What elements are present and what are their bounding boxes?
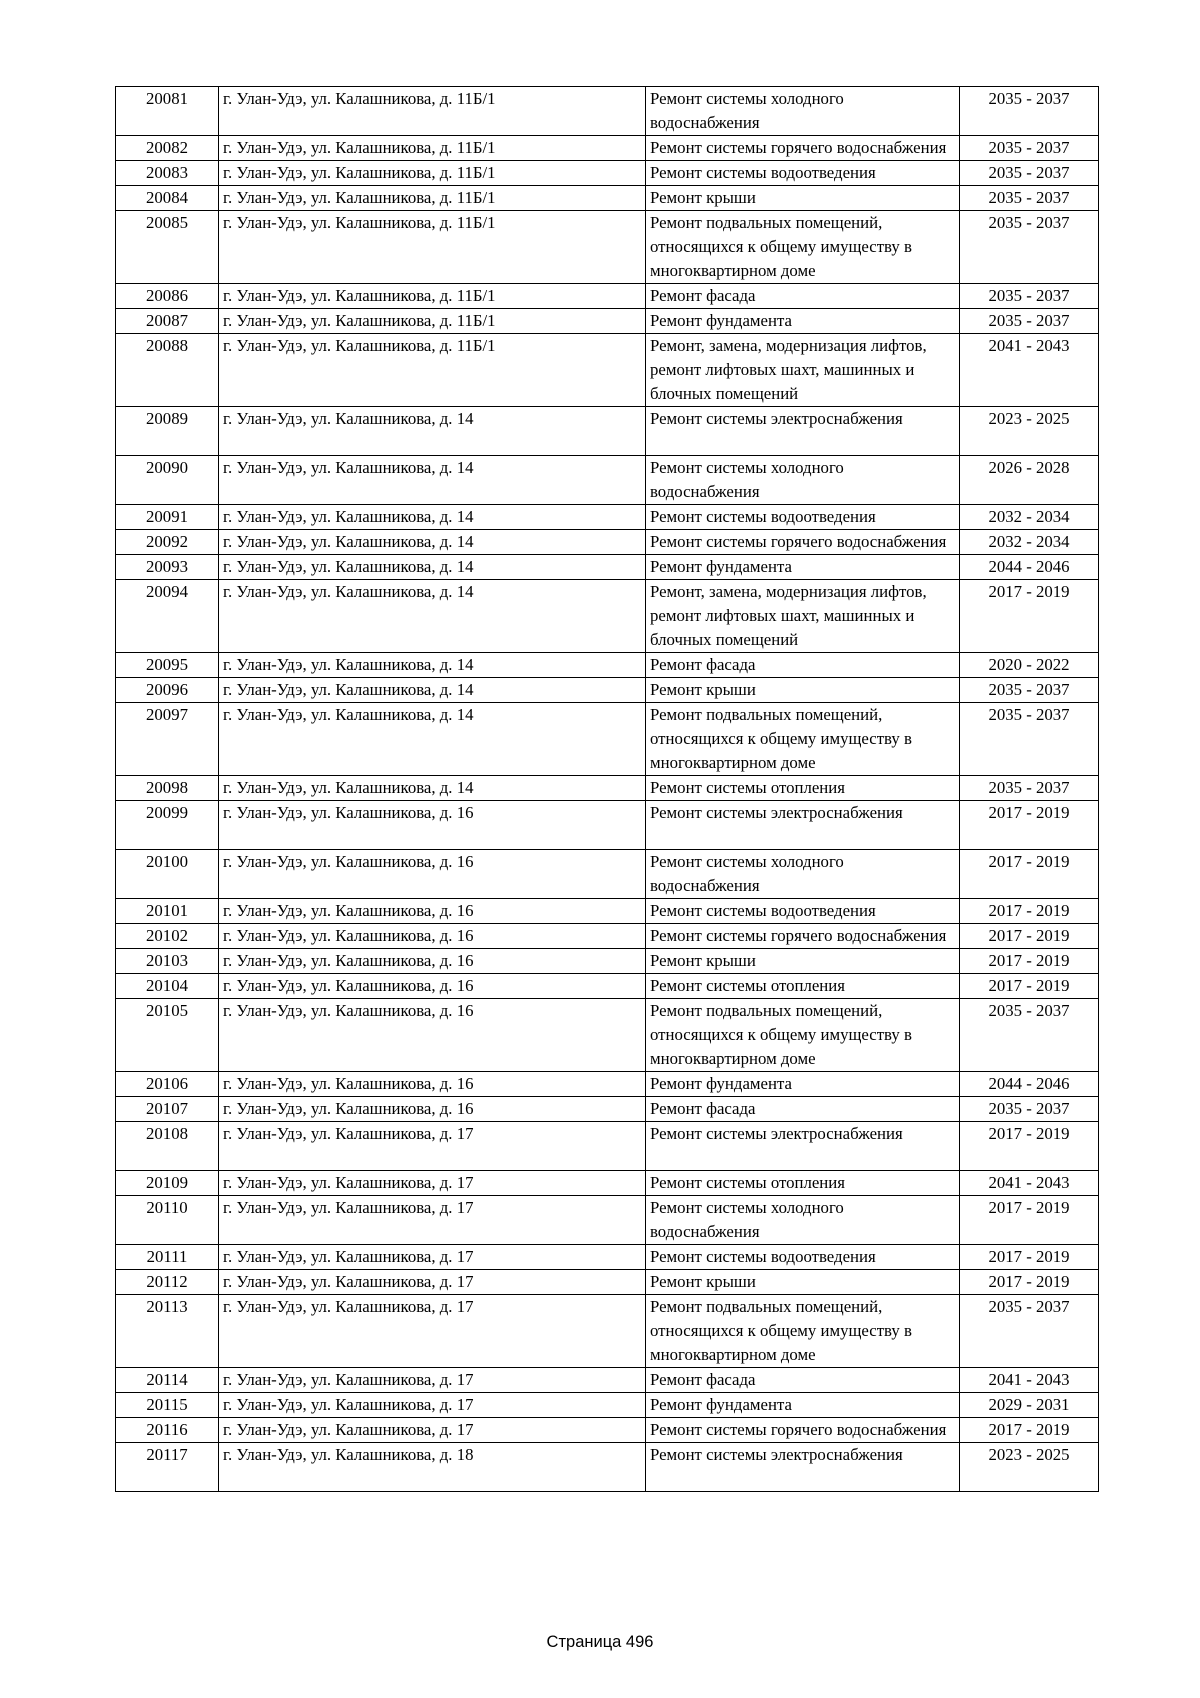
address-cell: г. Улан-Удэ, ул. Калашникова, д. 14	[219, 580, 646, 653]
period-cell: 2017 - 2019	[960, 924, 1099, 949]
work-type-cell: Ремонт, замена, модернизация лифтов, ремонт лифтовых шахт, машинных и блочных помещений	[646, 334, 960, 407]
work-type-cell: Ремонт подвальных помещений, относящихся к общему имуществу в многоквартирном доме	[646, 1295, 960, 1368]
table-row	[116, 1122, 1099, 1171]
work-type-cell: Ремонт системы холодного водоснабжения	[646, 1196, 960, 1245]
row-number-cell: 20097	[116, 703, 219, 776]
period-cell: 2035 - 2037	[960, 999, 1099, 1072]
work-type-cell: Ремонт крыши	[646, 1270, 960, 1295]
address-cell: г. Улан-Удэ, ул. Калашникова, д. 11Б/1	[219, 136, 646, 161]
work-type-cell: Ремонт фасада	[646, 653, 960, 678]
table-row	[116, 87, 1099, 136]
work-type-cell: Ремонт подвальных помещений, относящихся к общему имуществу в многоквартирном доме	[646, 211, 960, 284]
period-cell: 2017 - 2019	[960, 899, 1099, 924]
address-cell: г. Улан-Удэ, ул. Калашникова, д. 14	[219, 530, 646, 555]
address-cell: г. Улан-Удэ, ул. Калашникова, д. 14	[219, 703, 646, 776]
address-cell: г. Улан-Удэ, ул. Калашникова, д. 17	[219, 1295, 646, 1368]
table-row	[116, 1418, 1099, 1443]
period-cell: 2035 - 2037	[960, 703, 1099, 776]
period-cell: 2017 - 2019	[960, 949, 1099, 974]
period-cell: 2035 - 2037	[960, 678, 1099, 703]
table-row	[116, 1368, 1099, 1393]
table-row	[116, 949, 1099, 974]
row-number-cell: 20115	[116, 1393, 219, 1418]
address-cell: г. Улан-Удэ, ул. Калашникова, д. 17	[219, 1418, 646, 1443]
row-number-cell: 20090	[116, 456, 219, 505]
address-cell: г. Улан-Удэ, ул. Калашникова, д. 17	[219, 1393, 646, 1418]
table-row	[116, 1196, 1099, 1245]
table-row	[116, 407, 1099, 456]
table-row	[116, 505, 1099, 530]
work-type-cell: Ремонт фундамента	[646, 1393, 960, 1418]
table-row	[116, 1270, 1099, 1295]
work-type-cell: Ремонт системы горячего водоснабжения	[646, 530, 960, 555]
period-cell: 2035 - 2037	[960, 136, 1099, 161]
row-number-cell: 20117	[116, 1443, 219, 1492]
address-cell: г. Улан-Удэ, ул. Калашникова, д. 18	[219, 1443, 646, 1492]
work-type-cell: Ремонт крыши	[646, 678, 960, 703]
row-number-cell: 20112	[116, 1270, 219, 1295]
table-row	[116, 801, 1099, 850]
table-row	[116, 850, 1099, 899]
row-number-cell: 20081	[116, 87, 219, 136]
period-cell: 2032 - 2034	[960, 530, 1099, 555]
row-number-cell: 20107	[116, 1097, 219, 1122]
table-row	[116, 678, 1099, 703]
row-number-cell: 20102	[116, 924, 219, 949]
table-row	[116, 309, 1099, 334]
row-number-cell: 20095	[116, 653, 219, 678]
address-cell: г. Улан-Удэ, ул. Калашникова, д. 14	[219, 505, 646, 530]
address-cell: г. Улан-Удэ, ул. Калашникова, д. 17	[219, 1171, 646, 1196]
row-number-cell: 20104	[116, 974, 219, 999]
address-cell: г. Улан-Удэ, ул. Калашникова, д. 16	[219, 850, 646, 899]
address-cell: г. Улан-Удэ, ул. Калашникова, д. 14	[219, 776, 646, 801]
table-row	[116, 999, 1099, 1072]
period-cell: 2017 - 2019	[960, 1418, 1099, 1443]
address-cell: г. Улан-Удэ, ул. Калашникова, д. 16	[219, 801, 646, 850]
address-cell: г. Улан-Удэ, ул. Калашникова, д. 17	[219, 1196, 646, 1245]
work-type-cell: Ремонт, замена, модернизация лифтов, ремонт лифтовых шахт, машинных и блочных помещений	[646, 580, 960, 653]
work-type-cell: Ремонт системы водоотведения	[646, 1245, 960, 1270]
table-row	[116, 284, 1099, 309]
work-type-cell: Ремонт системы электроснабжения	[646, 1443, 960, 1492]
period-cell: 2044 - 2046	[960, 1072, 1099, 1097]
row-number-cell: 20113	[116, 1295, 219, 1368]
row-number-cell: 20108	[116, 1122, 219, 1171]
table-row	[116, 1393, 1099, 1418]
table-row	[116, 776, 1099, 801]
period-cell: 2017 - 2019	[960, 1270, 1099, 1295]
repair-schedule-table	[115, 86, 1099, 1492]
row-number-cell: 20082	[116, 136, 219, 161]
work-type-cell: Ремонт системы горячего водоснабжения	[646, 136, 960, 161]
table-row	[116, 1171, 1099, 1196]
row-number-cell: 20111	[116, 1245, 219, 1270]
work-type-cell: Ремонт системы горячего водоснабжения	[646, 1418, 960, 1443]
work-type-cell: Ремонт фасада	[646, 1097, 960, 1122]
work-type-cell: Ремонт фасада	[646, 284, 960, 309]
table-body	[116, 87, 1099, 1492]
row-number-cell: 20088	[116, 334, 219, 407]
address-cell: г. Улан-Удэ, ул. Калашникова, д. 16	[219, 899, 646, 924]
address-cell: г. Улан-Удэ, ул. Калашникова, д. 14	[219, 555, 646, 580]
row-number-cell: 20092	[116, 530, 219, 555]
work-type-cell: Ремонт системы электроснабжения	[646, 1122, 960, 1171]
table-row	[116, 899, 1099, 924]
address-cell: г. Улан-Удэ, ул. Калашникова, д. 11Б/1	[219, 161, 646, 186]
period-cell: 2041 - 2043	[960, 1171, 1099, 1196]
row-number-cell: 20089	[116, 407, 219, 456]
work-type-cell: Ремонт фундамента	[646, 309, 960, 334]
address-cell: г. Улан-Удэ, ул. Калашникова, д. 17	[219, 1122, 646, 1171]
address-cell: г. Улан-Удэ, ул. Калашникова, д. 11Б/1	[219, 186, 646, 211]
row-number-cell: 20100	[116, 850, 219, 899]
period-cell: 2035 - 2037	[960, 161, 1099, 186]
table-row	[116, 1245, 1099, 1270]
work-type-cell: Ремонт системы водоотведения	[646, 161, 960, 186]
table-row	[116, 653, 1099, 678]
period-cell: 2035 - 2037	[960, 284, 1099, 309]
row-number-cell: 20103	[116, 949, 219, 974]
row-number-cell: 20114	[116, 1368, 219, 1393]
work-type-cell: Ремонт подвальных помещений, относящихся к общему имуществу в многоквартирном доме	[646, 999, 960, 1072]
work-type-cell: Ремонт подвальных помещений, относящихся к общему имуществу в многоквартирном доме	[646, 703, 960, 776]
work-type-cell: Ремонт системы электроснабжения	[646, 407, 960, 456]
row-number-cell: 20096	[116, 678, 219, 703]
work-type-cell: Ремонт системы водоотведения	[646, 899, 960, 924]
period-cell: 2017 - 2019	[960, 1122, 1099, 1171]
period-cell: 2035 - 2037	[960, 309, 1099, 334]
work-type-cell: Ремонт системы горячего водоснабжения	[646, 924, 960, 949]
period-cell: 2035 - 2037	[960, 211, 1099, 284]
period-cell: 2035 - 2037	[960, 186, 1099, 211]
period-cell: 2044 - 2046	[960, 555, 1099, 580]
work-type-cell: Ремонт фундамента	[646, 555, 960, 580]
table-row	[116, 580, 1099, 653]
row-number-cell: 20109	[116, 1171, 219, 1196]
period-cell: 2017 - 2019	[960, 974, 1099, 999]
address-cell: г. Улан-Удэ, ул. Калашникова, д. 16	[219, 1097, 646, 1122]
work-type-cell: Ремонт системы водоотведения	[646, 505, 960, 530]
work-type-cell: Ремонт системы холодного водоснабжения	[646, 456, 960, 505]
address-cell: г. Улан-Удэ, ул. Калашникова, д. 17	[219, 1245, 646, 1270]
address-cell: г. Улан-Удэ, ул. Калашникова, д. 16	[219, 924, 646, 949]
address-cell: г. Улан-Удэ, ул. Калашникова, д. 14	[219, 678, 646, 703]
row-number-cell: 20116	[116, 1418, 219, 1443]
address-cell: г. Улан-Удэ, ул. Калашникова, д. 16	[219, 974, 646, 999]
row-number-cell: 20098	[116, 776, 219, 801]
period-cell: 2023 - 2025	[960, 1443, 1099, 1492]
row-number-cell: 20106	[116, 1072, 219, 1097]
work-type-cell: Ремонт системы отопления	[646, 974, 960, 999]
address-cell: г. Улан-Удэ, ул. Калашникова, д. 16	[219, 1072, 646, 1097]
period-cell: 2041 - 2043	[960, 1368, 1099, 1393]
work-type-cell: Ремонт системы электроснабжения	[646, 801, 960, 850]
row-number-cell: 20093	[116, 555, 219, 580]
address-cell: г. Улан-Удэ, ул. Калашникова, д. 16	[219, 999, 646, 1072]
work-type-cell: Ремонт системы отопления	[646, 1171, 960, 1196]
table-row	[116, 161, 1099, 186]
table-row	[116, 1295, 1099, 1368]
row-number-cell: 20110	[116, 1196, 219, 1245]
row-number-cell: 20099	[116, 801, 219, 850]
period-cell: 2035 - 2037	[960, 87, 1099, 136]
row-number-cell: 20101	[116, 899, 219, 924]
work-type-cell: Ремонт фундамента	[646, 1072, 960, 1097]
work-type-cell: Ремонт фасада	[646, 1368, 960, 1393]
address-cell: г. Улан-Удэ, ул. Калашникова, д. 11Б/1	[219, 334, 646, 407]
row-number-cell: 20091	[116, 505, 219, 530]
period-cell: 2035 - 2037	[960, 1097, 1099, 1122]
work-type-cell: Ремонт системы отопления	[646, 776, 960, 801]
period-cell: 2020 - 2022	[960, 653, 1099, 678]
table-row	[116, 456, 1099, 505]
work-type-cell: Ремонт системы холодного водоснабжения	[646, 87, 960, 136]
work-type-cell: Ремонт крыши	[646, 186, 960, 211]
row-number-cell: 20105	[116, 999, 219, 1072]
period-cell: 2017 - 2019	[960, 1245, 1099, 1270]
address-cell: г. Улан-Удэ, ул. Калашникова, д. 17	[219, 1270, 646, 1295]
period-cell: 2035 - 2037	[960, 1295, 1099, 1368]
row-number-cell: 20087	[116, 309, 219, 334]
table-row	[116, 924, 1099, 949]
row-number-cell: 20085	[116, 211, 219, 284]
table-row	[116, 186, 1099, 211]
address-cell: г. Улан-Удэ, ул. Калашникова, д. 14	[219, 653, 646, 678]
work-type-cell: Ремонт системы холодного водоснабжения	[646, 850, 960, 899]
table-row	[116, 703, 1099, 776]
period-cell: 2035 - 2037	[960, 776, 1099, 801]
row-number-cell: 20094	[116, 580, 219, 653]
table-row	[116, 334, 1099, 407]
address-cell: г. Улан-Удэ, ул. Калашникова, д. 17	[219, 1368, 646, 1393]
work-type-cell: Ремонт крыши	[646, 949, 960, 974]
address-cell: г. Улан-Удэ, ул. Калашникова, д. 14	[219, 407, 646, 456]
address-cell: г. Улан-Удэ, ул. Калашникова, д. 11Б/1	[219, 211, 646, 284]
table-row	[116, 136, 1099, 161]
period-cell: 2029 - 2031	[960, 1393, 1099, 1418]
period-cell: 2026 - 2028	[960, 456, 1099, 505]
row-number-cell: 20086	[116, 284, 219, 309]
address-cell: г. Улан-Удэ, ул. Калашникова, д. 16	[219, 949, 646, 974]
address-cell: г. Улан-Удэ, ул. Калашникова, д. 11Б/1	[219, 284, 646, 309]
period-cell: 2017 - 2019	[960, 1196, 1099, 1245]
row-number-cell: 20083	[116, 161, 219, 186]
address-cell: г. Улан-Удэ, ул. Калашникова, д. 11Б/1	[219, 309, 646, 334]
page-number: Страница 496	[546, 1633, 654, 1651]
period-cell: 2017 - 2019	[960, 580, 1099, 653]
address-cell: г. Улан-Удэ, ул. Калашникова, д. 11Б/1	[219, 87, 646, 136]
table-row	[116, 1443, 1099, 1492]
period-cell: 2041 - 2043	[960, 334, 1099, 407]
table-row	[116, 974, 1099, 999]
period-cell: 2023 - 2025	[960, 407, 1099, 456]
address-cell: г. Улан-Удэ, ул. Калашникова, д. 14	[219, 456, 646, 505]
period-cell: 2017 - 2019	[960, 850, 1099, 899]
table-row	[116, 1097, 1099, 1122]
table-row	[116, 555, 1099, 580]
table-row	[116, 211, 1099, 284]
row-number-cell: 20084	[116, 186, 219, 211]
table-row	[116, 530, 1099, 555]
period-cell: 2032 - 2034	[960, 505, 1099, 530]
table-row	[116, 1072, 1099, 1097]
period-cell: 2017 - 2019	[960, 801, 1099, 850]
